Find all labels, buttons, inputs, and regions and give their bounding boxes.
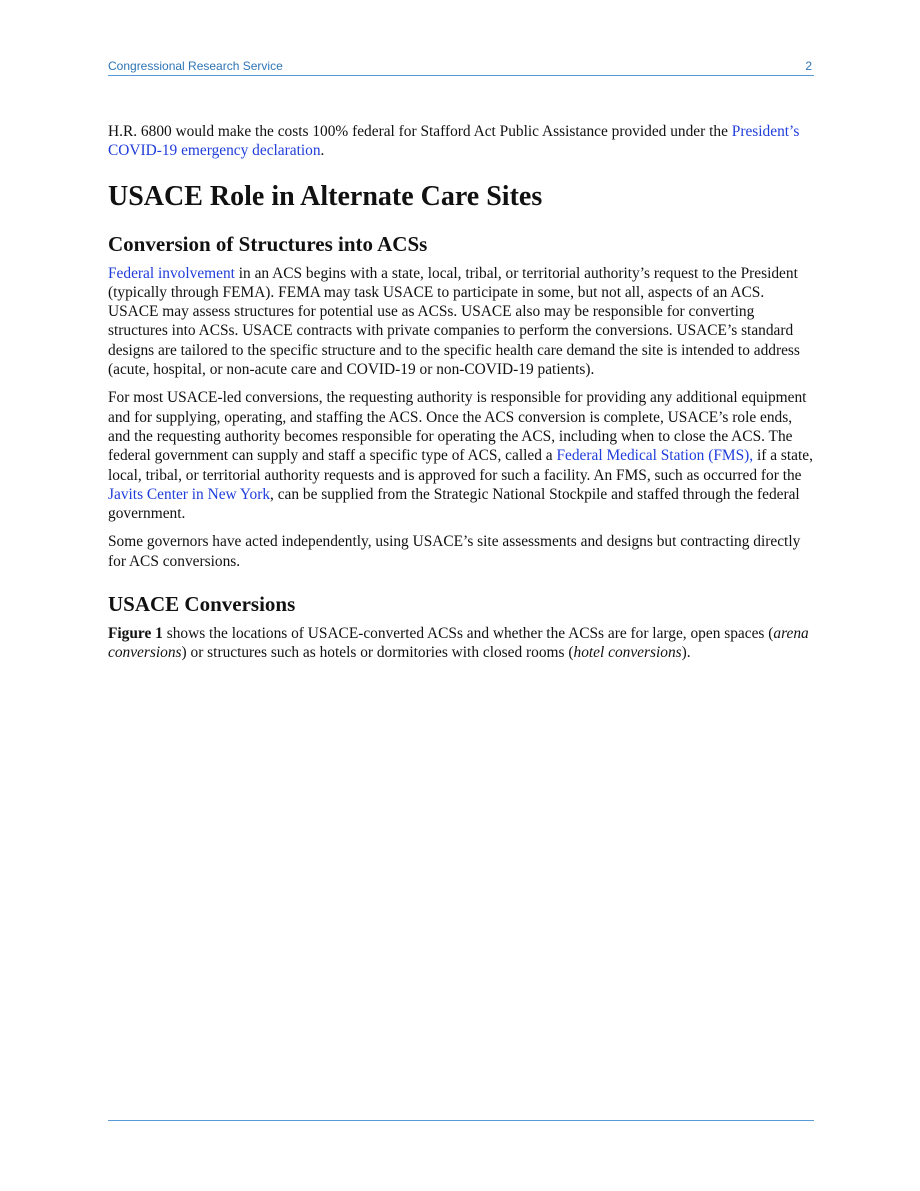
paragraph-text: , can be supplied from the Strategic National Stockpile and staffed through the federal government.: [108, 485, 800, 523]
paragraph-usace-led-conversions: [108, 388, 814, 523]
subsection-title-usace-conversions: USACE Conversions: [108, 592, 296, 617]
javits-center-link[interactable]: Javits Center in New York: [108, 485, 271, 503]
paragraph-governors: Some governors have acted independently, using USACE’s site assessments and designs but contracting directly for ACS conversions.: [108, 533, 801, 570]
paragraph-text: ) or structures such as hotels or dormitories with closed rooms (: [181, 644, 574, 662]
paragraph-text: in an ACS begins with a state, local, tribal, or territorial authority’s request to the President (typically through FEMA). FEMA may task USACE to participate in some, but not all, aspects of an ACS. USACE may assess structures for potential use as ACSs. USACE also may be responsible for converting structures into ACSs. USACE contracts with private companies to perform the conversions. USACE’s standard designs are tailored to the specific structure and to the specific health care demand the site is intended to address (acute, hospital, or non-acute care and COVID-19 or non-COVID-19 patients).: [108, 264, 800, 379]
federal-involvement-link[interactable]: Federal involvement: [108, 264, 235, 282]
italic-term-arena: arena conversions: [108, 625, 809, 662]
intro-paragraph: [108, 122, 814, 161]
document-body: [108, 122, 814, 672]
paragraph-text: For most USACE-led conversions, the requesting authority is responsible for providing any additional equipment and for supplying, operating, and staffing the ACS. Once the ACS conversion is complete, USACE’s role ends, and the requesting authority becomes responsible for operating the ACS, including when to close the ACS. The federal government can supply and staff a specific type of ACS, called a: [108, 389, 807, 465]
paragraph-text: if a state, local, tribal, or territorial authority requests and is approved for such a facility. An FMS, such as occurred for the: [108, 447, 813, 484]
running-header: [108, 58, 814, 76]
page-number: 2: [805, 59, 812, 73]
footer-rule: [108, 1120, 814, 1121]
header-publisher: Congressional Research Service: [108, 59, 283, 73]
paragraph-federal-involvement: [108, 264, 814, 380]
italic-term-hotel: hotel conversions: [573, 644, 682, 662]
covid-declaration-link[interactable]: President’s COVID-19 emergency declaration: [108, 123, 800, 160]
figure-reference: Figure 1: [108, 625, 163, 643]
paragraph-text: shows the locations of USACE-converted ACSs and whether the ACSs are for large, open spaces (: [162, 625, 774, 643]
paragraph-figure-reference: [108, 624, 814, 663]
subsection-title-conversion: Conversion of Structures into ACSs: [108, 231, 428, 256]
intro-end: .: [320, 142, 325, 160]
intro-text: H.R. 6800 would make the costs 100% federal for Stafford Act Public Assistance provided under the: [108, 123, 732, 140]
fms-link[interactable]: Federal Medical Station (FMS),: [556, 447, 754, 465]
section-title: USACE Role in Alternate Care Sites: [108, 180, 543, 212]
paragraph-text: ).: [681, 644, 691, 662]
